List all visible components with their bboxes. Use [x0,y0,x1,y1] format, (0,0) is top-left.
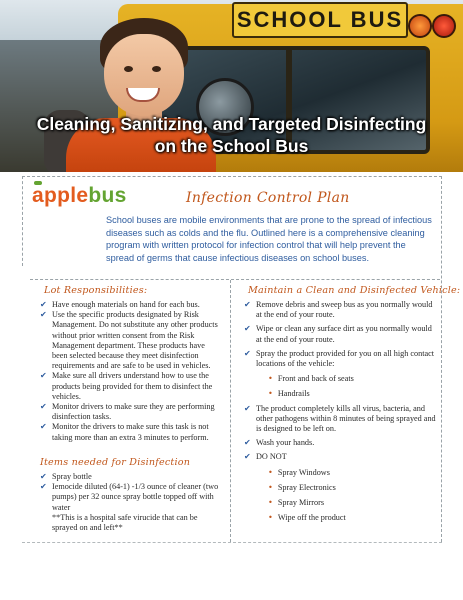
do-not-item [268,467,438,478]
list-item-text: The product completely kills all virus, bacteria, and other pathogens within 8 minutes of being sprayed and is designed to be left on. [256,403,436,434]
list-item-text: Spray Mirrors [277,498,325,508]
hero-photo [0,0,463,172]
list-item [244,349,438,369]
column-divider [230,280,231,542]
logo-bus: bus [88,184,127,207]
plan-title: Infection Control Plan [186,190,350,206]
lot-list [40,300,220,443]
check-icon: ✔ [40,300,47,309]
check-icon: ✔ [40,310,47,320]
list-item-text: Make sure all drivers understand how to use the products being provided for them to disinfect the vehicles. [52,371,213,401]
check-icon: ✔ [40,472,47,481]
list-item-text: Wipe off the product [277,513,346,523]
bus-sign: SCHOOL BUS [232,2,408,38]
child-eye [124,66,133,72]
list-item-text: Monitor the drivers to make sure this task is not taking more than an extra 3 minutes to perform. [52,422,209,442]
bullet-icon: • [268,481,273,492]
list-item-text: DO NOT [256,452,287,462]
check-icon: ✔ [40,402,47,412]
list-item [244,452,438,462]
safety-note: **This is a hospital safe virucide that can be sprayed on and left** [52,512,198,533]
bullet-icon: • [268,512,273,523]
title-line-2: on the School Bus [154,136,309,156]
warning-light-icon [432,14,456,38]
items-list [40,472,222,533]
contact-point-item [268,388,438,399]
check-icon: ✔ [40,482,47,492]
check-icon: ✔ [244,348,251,358]
do-not-item [268,482,438,493]
lot-heading: Lot Responsibilities: [44,285,148,296]
card-border-right [441,176,442,542]
card-border-top [22,176,442,177]
bullet-icon: • [268,373,273,384]
bullet-icon: • [268,388,273,399]
list-item [40,371,220,402]
list-item [40,422,220,442]
check-icon: ✔ [40,422,47,432]
list-item [40,310,220,371]
section-divider [30,279,440,280]
check-icon: ✔ [244,438,251,448]
list-item-text: Remove debris and sweep bus as you normally would at the end of your route. [256,300,433,320]
list-item-text: Front and back of seats [277,374,354,384]
do-not-item [268,512,438,523]
check-icon: ✔ [244,324,251,334]
logo-apple: apple [32,184,89,207]
list-item-text: Spray Electronics [277,482,336,492]
check-icon: ✔ [244,403,251,413]
list-item-text: Wipe or clean any surface dirt as you normally would at the end of your route. [256,324,432,344]
list-item [40,482,222,513]
list-item-text: Monitor drivers to make sure they are performing disinfection tasks. [52,402,215,422]
list-item-text: Spray Windows [277,467,330,477]
applebus-logo [32,184,127,208]
list-item [40,402,220,422]
items-heading: Items needed for Disinfection [40,457,191,468]
title-line-1: Cleaning, Sanitizing, and Targeted Disinfecting [36,114,427,134]
list-item [40,472,222,482]
list-item [244,438,438,448]
list-item-text: Have enough materials on hand for each bus. [52,300,200,309]
warning-light-icon [408,14,432,38]
list-item [244,300,438,320]
list-item-text: Spray the product provided for you on all high contact locations of the vehicle: [256,348,435,369]
intro-paragraph: School buses are mobile environments that are prone to the spread of infectious diseases such as colds and the flu. Outlined here is a comprehensive cleaning program with written protocol for infection control that will help prevent the spread of germs that cause infectious diseases on school buses. [106,215,432,263]
check-icon: ✔ [40,371,47,381]
child-eye [152,66,161,72]
page-title [0,113,463,157]
maintain-heading: Maintain a Clean and Disinfected Vehicle: [248,285,461,296]
list-item-text: Spray bottle [52,472,92,481]
check-icon: ✔ [244,300,251,309]
list-item-text: Use the specific products designated by Risk Management. Do not substitute any other products without prior written consent from the Risk Management department. These products have been selected because they meet disinfection requirements and are safe to be used in vehicles. [52,310,218,371]
child-face [104,34,184,116]
list-item-text: Handrails [277,389,310,399]
check-icon: ✔ [244,452,251,462]
list-item-text: Wash your hands. [256,438,315,448]
list-item [244,324,438,344]
contact-point-item [268,373,438,384]
list-item [244,404,438,435]
bullet-icon: • [268,466,273,477]
bullet-icon: • [268,497,273,508]
list-item-text: Iemocide diluted (64-1) -1/3 ounce of cleaner (two pumps) per 32 ounce spray bottle topped off with water [52,482,219,512]
card-border-left [22,176,23,266]
card-border-bottom [22,542,442,543]
list-item [40,300,220,310]
do-not-item [268,497,438,508]
maintain-list [244,300,438,527]
